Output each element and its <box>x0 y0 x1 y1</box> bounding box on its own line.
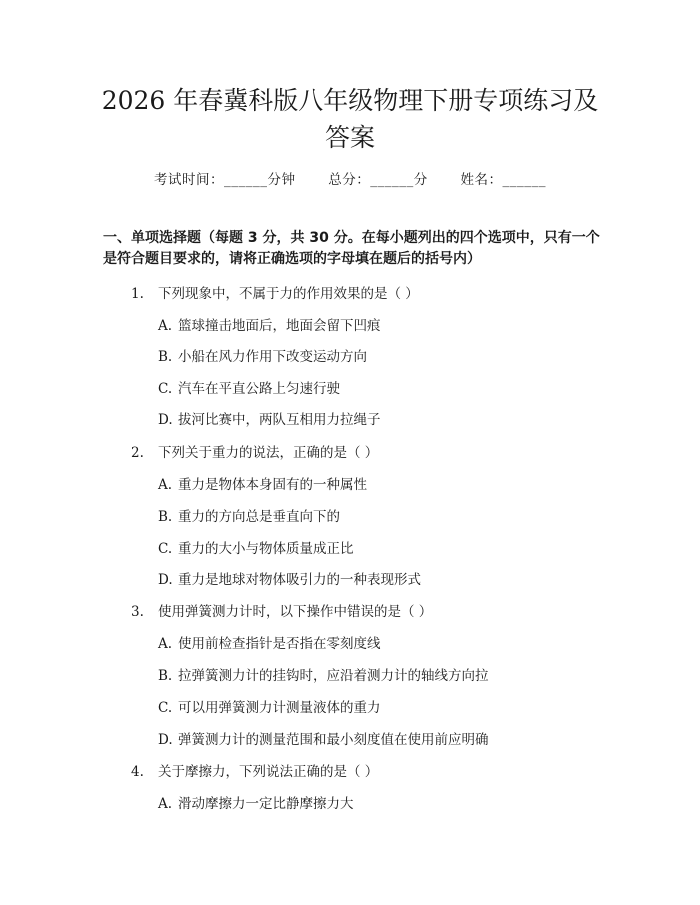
option-1c <box>158 377 340 397</box>
option-3b <box>158 664 489 684</box>
option-1a <box>158 314 381 334</box>
option-text: 可以用弹簧测力计测量液体的重力 <box>178 700 381 716</box>
question-number: 1. <box>131 286 144 302</box>
option-4a <box>158 792 354 812</box>
question-2 <box>131 441 378 461</box>
option-letter: D. <box>158 572 173 588</box>
option-letter: A. <box>158 636 173 652</box>
option-text: 拉弹簧测力计的挂钩时，应沿着测力计的轴线方向拉 <box>178 668 489 684</box>
option-letter: B. <box>158 349 173 365</box>
option-text: 拔河比赛中，两队互相用力拉绳子 <box>178 412 381 428</box>
option-2c <box>158 537 354 557</box>
question-3 <box>131 600 432 620</box>
option-text: 重力的大小与物体质量成正比 <box>178 541 354 557</box>
question-text: 使用弹簧测力计时，以下操作中错误的是（ ） <box>158 604 433 620</box>
question-text: 下列现象中，不属于力的作用效果的是（ ） <box>158 286 419 302</box>
option-2d <box>158 568 421 588</box>
title-line-2: 答案 <box>324 123 375 152</box>
question-text: 下列关于重力的说法，正确的是（ ） <box>158 445 379 461</box>
option-text: 小船在风力作用下改变运动方向 <box>178 349 367 365</box>
option-1d <box>158 408 381 428</box>
question-number: 4. <box>131 764 144 780</box>
option-letter: C. <box>158 541 173 557</box>
option-text: 重力是物体本身固有的一种属性 <box>178 477 367 493</box>
question-number: 3. <box>131 604 144 620</box>
option-1b <box>158 345 367 365</box>
question-4 <box>131 760 378 780</box>
option-text: 弹簧测力计的测量范围和最小刻度值在使用前应明确 <box>178 732 489 748</box>
option-letter: C. <box>158 381 173 397</box>
section-heading: 一、单项选择题（每题 3 分，共 30 分。在每小题列出的四个选项中，只有一个是符合题目要求的，请将正确选项的字母填在题后的括号内） <box>103 230 600 267</box>
question-text: 关于摩擦力，下列说法正确的是（ ） <box>158 764 379 780</box>
option-letter: B. <box>158 668 173 684</box>
option-text: 滑动摩擦力一定比静摩擦力大 <box>178 796 354 812</box>
total-score-field: 总分：______分 <box>328 172 428 188</box>
exam-time-field: 考试时间：______分钟 <box>153 172 296 188</box>
option-text: 汽车在平直公路上匀速行驶 <box>178 381 340 397</box>
title-line-1: 2026 年春冀科版八年级物理下册专项练习及 <box>101 86 599 115</box>
exam-info-line <box>0 168 700 188</box>
option-letter: A. <box>158 796 173 812</box>
question-number: 2. <box>131 445 144 461</box>
option-letter: A. <box>158 477 173 493</box>
name-field: 姓名：______ <box>460 172 547 188</box>
option-3c <box>158 696 381 716</box>
option-2b <box>158 505 340 525</box>
option-letter: D. <box>158 412 173 428</box>
option-letter: D. <box>158 732 173 748</box>
option-letter: A. <box>158 318 173 334</box>
option-text: 篮球撞击地面后，地面会留下凹痕 <box>178 318 381 334</box>
option-3d <box>158 728 489 748</box>
option-text: 重力的方向总是垂直向下的 <box>178 509 340 525</box>
option-letter: C. <box>158 700 173 716</box>
option-text: 使用前检查指针是否指在零刻度线 <box>178 636 381 652</box>
page-title <box>60 82 640 156</box>
option-text: 重力是地球对物体吸引力的一种表现形式 <box>178 572 421 588</box>
question-1 <box>131 282 419 302</box>
option-letter: B. <box>158 509 173 525</box>
option-2a <box>158 473 367 493</box>
option-3a <box>158 632 381 652</box>
